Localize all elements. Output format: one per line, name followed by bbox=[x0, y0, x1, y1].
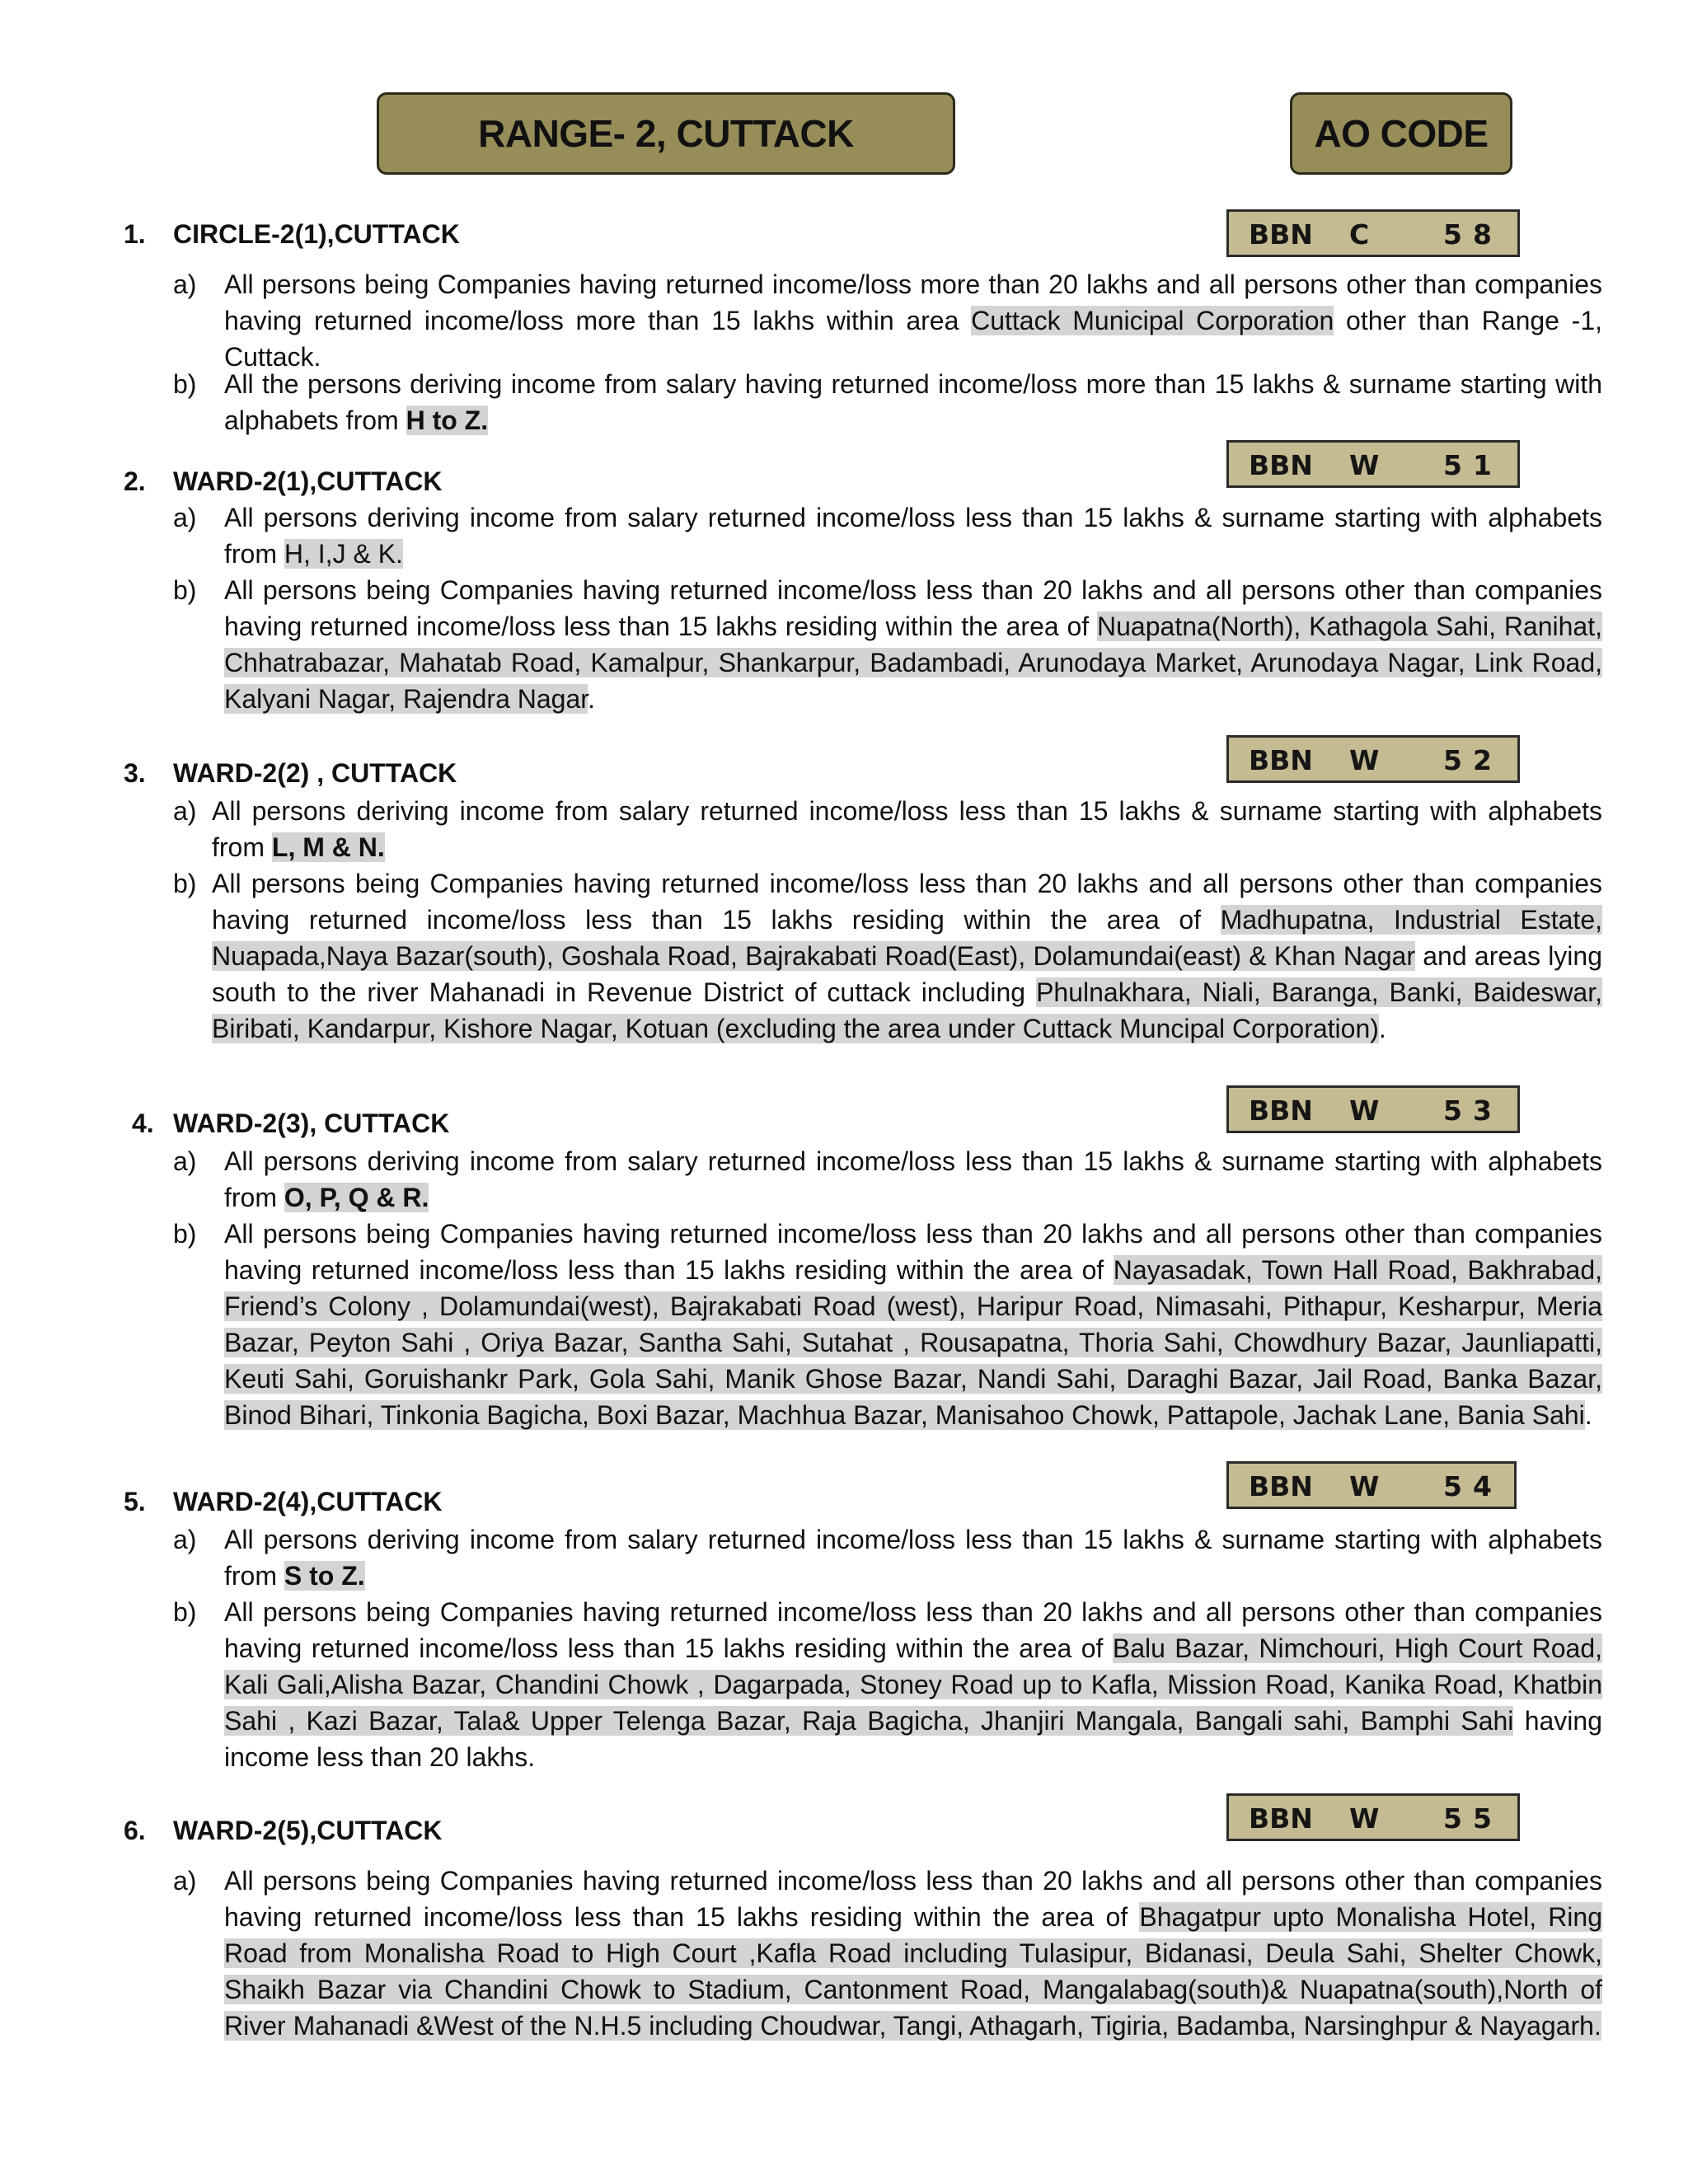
item-text: All persons deriving income from salary returned income/loss less than 15 lakhs & surname starting with alphabets from bbox=[224, 503, 1602, 569]
ao-code-box bbox=[1226, 1461, 1517, 1509]
item-text: having income less than 20 lakhs. bbox=[224, 1706, 1603, 1772]
item-text: All persons deriving income from salary returned income/loss less than 15 lakhs & surname starting with alphabets from bbox=[224, 1525, 1602, 1591]
ao-code-part: W bbox=[1349, 1470, 1380, 1502]
ao-code-part: 5 bbox=[1473, 1802, 1492, 1835]
ao-code-part: BBN bbox=[1249, 744, 1313, 776]
ao-code-part: W bbox=[1349, 744, 1380, 776]
highlighted-area: Balu Bazar, Nimchouri, High Court Road, Kali Gali,Alisha Bazar, Chandini Chowk , Dagarpada, Stoney Road up to Kafla, Mission Road, Kanika Road, Khatbin Sahi , Kazi Bazar, Tala& Upper Telenga Bazar, Raja Bagicha, Jhanjiri Mangala, Bangali sahi, Bamphi Sahi bbox=[224, 1633, 1603, 1736]
item-text: other than Range -1, Cuttack. bbox=[224, 306, 1603, 372]
ao-code-box bbox=[1226, 735, 1520, 783]
section-number: 5. bbox=[124, 1487, 146, 1516]
ao-code-part: BBN bbox=[1249, 449, 1313, 481]
list-item bbox=[224, 1521, 1602, 1594]
item-text: All persons deriving income from salary returned income/loss less than 15 lakhs & surname starting with alphabets from bbox=[212, 796, 1602, 862]
ao-code-part: 2 bbox=[1473, 744, 1492, 776]
ao-code-part: BBN bbox=[1249, 218, 1313, 251]
highlighted-area: L, M & N. bbox=[271, 832, 385, 862]
item-text: All persons being Companies having returned income/loss more than 20 lakhs and all persons other than companies having returned income/loss more than 15 lakhs within area bbox=[224, 269, 1602, 335]
highlighted-area: Bhagatpur upto Monalisha Hotel, Ring Road from Monalisha Road to High Court ,Kafla Road including Tulasipur, Bidanasi, Deula Sahi, Shelter Chowk, Shaikh Bazar via Chandini Chowk to Stadium, Cantonment Road, Mangalabag(south)& Nuapatna(south),North of River Mahanadi &West of the N.H.5 including Choudwar, Tangi, Athagarh, Tigiria, Badamba, Narsinghpur & Nayagarh. bbox=[224, 1902, 1603, 2041]
item-text: All the persons deriving income from salary having returned income/loss more than 15 lakhs & surname starting with alphabets from bbox=[224, 369, 1602, 435]
list-item bbox=[224, 572, 1602, 717]
list-item bbox=[224, 1594, 1602, 1775]
list-item bbox=[212, 865, 1602, 1047]
ao-code-box bbox=[1226, 440, 1520, 488]
ao-code-title: AO CODE bbox=[1290, 92, 1512, 175]
ao-code-box bbox=[1226, 1793, 1520, 1841]
item-text: All persons being Companies having returned income/loss less than 20 lakhs and all persons other than companies having returned income/loss less than 15 lakhs residing within the area of bbox=[212, 869, 1602, 935]
list-item bbox=[224, 266, 1602, 375]
highlighted-area: H, I,J & K. bbox=[284, 539, 403, 569]
item-label: a) bbox=[173, 1866, 197, 1896]
section-title: WARD-2(2) , CUTTACK bbox=[173, 758, 457, 788]
highlighted-area: Cuttack Municipal Corporation bbox=[971, 306, 1334, 335]
ao-code-part: 8 bbox=[1473, 218, 1492, 251]
highlighted-area: Phulnakhara, Niali, Baranga, Banki, Baideswar, Biribati, Kandarpur, Kishore Nagar, Kotuan (excluding the area under Cuttack Muncipal Corporation) bbox=[212, 977, 1603, 1043]
highlighted-area: S to Z. bbox=[284, 1561, 365, 1591]
range-title: RANGE- 2, CUTTACK bbox=[377, 92, 955, 175]
list-item bbox=[224, 1863, 1602, 2044]
section-number: 2. bbox=[124, 466, 146, 496]
ao-code-part: 5 bbox=[1443, 1802, 1462, 1835]
list-item bbox=[224, 1143, 1602, 1216]
ao-code-part: 5 bbox=[1443, 218, 1462, 251]
ao-code-part: 3 bbox=[1473, 1094, 1492, 1127]
ao-code-part: C bbox=[1349, 218, 1370, 251]
highlighted-area: H to Z. bbox=[406, 405, 489, 435]
list-item bbox=[212, 793, 1602, 865]
item-text: All persons being Companies having returned income/loss less than 20 lakhs and all persons other than companies having returned income/loss less than 15 lakhs residing within the area of bbox=[224, 575, 1602, 641]
item-text: All persons being Companies having returned income/loss less than 20 lakhs and all persons other than companies having returned income/loss less than 15 lakhs residing within the area of bbox=[224, 1219, 1602, 1285]
ao-code-part: 5 bbox=[1443, 1470, 1462, 1502]
item-label: a) bbox=[173, 1146, 197, 1176]
ao-code-part: BBN bbox=[1249, 1094, 1313, 1127]
section-title: WARD-2(4),CUTTACK bbox=[173, 1487, 443, 1516]
item-text: . bbox=[1584, 1400, 1592, 1430]
item-label: b) bbox=[173, 1597, 197, 1627]
highlighted-area: Madhupatna, Industrial Estate, Nuapada,Naya Bazar(south), Goshala Road, Bajrakabati Road(East), Dolamundai(east) & Khan Nagar bbox=[212, 905, 1603, 971]
item-label: a) bbox=[173, 1525, 197, 1554]
item-label: a) bbox=[173, 269, 197, 299]
item-label: b) bbox=[173, 869, 197, 898]
ao-code-part: 5 bbox=[1443, 449, 1462, 481]
section-title: CIRCLE-2(1),CUTTACK bbox=[173, 219, 460, 249]
section-number: 3. bbox=[124, 758, 146, 788]
item-label: b) bbox=[173, 575, 197, 605]
highlighted-area: Nuapatna(North), Kathagola Sahi, Ranihat, Chhatrabazar, Mahatab Road, Kamalpur, Shankarpur, Badambadi, Arunodaya Market, Arunodaya Nagar, Link Road, Kalyani Nagar, Rajendra Nagar bbox=[224, 612, 1603, 714]
ao-code-part: W bbox=[1349, 449, 1380, 481]
list-item bbox=[224, 366, 1602, 438]
ao-code-part: W bbox=[1349, 1094, 1380, 1127]
section-number: 1. bbox=[124, 219, 146, 249]
item-text: . bbox=[1378, 1014, 1386, 1043]
item-label: a) bbox=[173, 503, 197, 532]
section-number: 4. bbox=[132, 1108, 154, 1138]
ao-code-part: 4 bbox=[1473, 1470, 1492, 1502]
ao-code-part: 5 bbox=[1443, 1094, 1462, 1127]
item-label: b) bbox=[173, 1219, 197, 1249]
ao-code-part: 5 bbox=[1443, 744, 1462, 776]
ao-code-part: BBN bbox=[1249, 1470, 1313, 1502]
item-label: b) bbox=[173, 369, 197, 399]
item-text: All persons deriving income from salary returned income/loss less than 15 lakhs & surname starting with alphabets from bbox=[224, 1146, 1602, 1212]
section-title: WARD-2(3), CUTTACK bbox=[173, 1108, 450, 1138]
ao-code-part: 1 bbox=[1473, 449, 1492, 481]
section-title: WARD-2(5),CUTTACK bbox=[173, 1816, 443, 1845]
item-text: . bbox=[588, 684, 596, 714]
highlighted-area: Nayasadak, Town Hall Road, Bakhrabad, Friend’s Colony , Dolamundai(west), Bajrakabati Road (west), Haripur Road, Nimasahi, Pithapur, Kesharpur, Meria Bazar, Peyton Sahi , Oriya Bazar, Santha Sahi, Sutahat , Rousapatna, Thoria Sahi, Chowdhury Bazar, Jaunliapatti, Keuti Sahi, Goruishankr Park, Gola Sahi, Manik Ghose Bazar, Nandi Sahi, Daraghi Bazar, Jail Road, Banka Bazar, Binod Bihari, Tinkonia Bagicha, Boxi Bazar, Machhua Bazar, Manisahoo Chowk, Pattapole, Jachak Lane, Bania Sahi bbox=[224, 1255, 1602, 1430]
ao-code-box bbox=[1226, 209, 1520, 257]
ao-code-box bbox=[1226, 1085, 1520, 1133]
item-text: All persons being Companies having returned income/loss less than 20 lakhs and all persons other than companies having returned income/loss less than 15 lakhs residing within the area of bbox=[224, 1597, 1602, 1663]
item-text: and areas lying south to the river Mahanadi in Revenue District of cuttack including bbox=[212, 941, 1603, 1007]
section-title: WARD-2(1),CUTTACK bbox=[173, 466, 443, 496]
list-item bbox=[224, 1216, 1602, 1433]
section-number: 6. bbox=[124, 1816, 146, 1845]
item-text: All persons being Companies having returned income/loss less than 20 lakhs and all persons other than companies having returned income/loss less than 15 lakhs residing within the area of bbox=[224, 1866, 1602, 1932]
list-item bbox=[224, 499, 1602, 572]
ao-code-part: W bbox=[1349, 1802, 1380, 1835]
item-label: a) bbox=[173, 796, 197, 826]
ao-code-part: BBN bbox=[1249, 1802, 1313, 1835]
highlighted-area: O, P, Q & R. bbox=[284, 1183, 429, 1212]
